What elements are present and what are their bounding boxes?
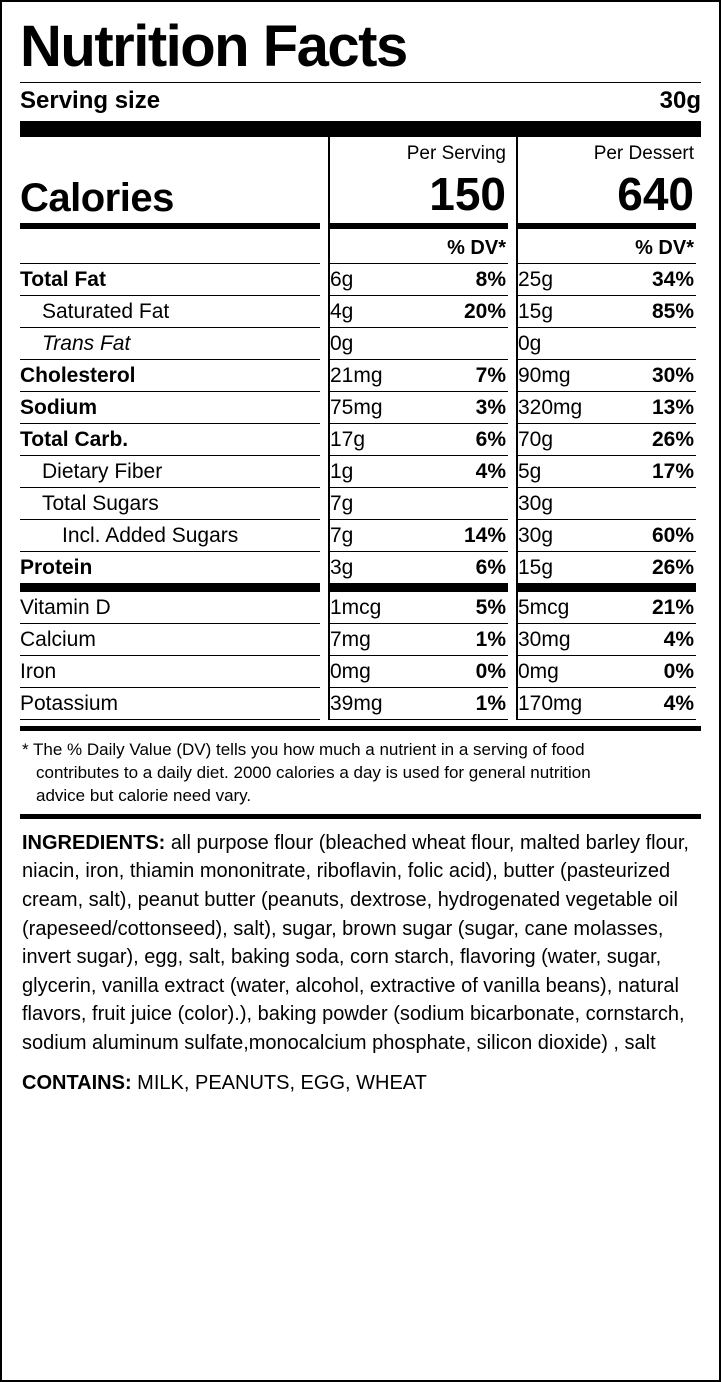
footnote-line-1: * The % Daily Value (DV) tells you how much a nutrient in a serving of food xyxy=(22,740,585,759)
daily-value: 13% xyxy=(651,396,694,419)
divider-thick-vitamins xyxy=(328,583,508,592)
ingredients-section xyxy=(20,819,701,1060)
nutrient-value-b xyxy=(516,552,696,583)
amount: 21mg xyxy=(330,364,383,387)
footnote-line-3: advice but calorie need vary. xyxy=(36,785,252,805)
nutrient-value-b xyxy=(516,456,696,487)
amount: 0g xyxy=(518,332,542,355)
nutrient-value-b xyxy=(516,360,696,391)
amount: 5mcg xyxy=(518,596,570,619)
amount: 39mg xyxy=(330,692,383,715)
divider-thick-top xyxy=(20,121,701,137)
divider-thick-vitamins xyxy=(20,583,320,592)
row-divider xyxy=(20,719,320,720)
nutrient-value-a xyxy=(328,392,508,423)
dv-header-row xyxy=(20,229,701,263)
daily-value: 30% xyxy=(651,364,694,387)
dv-header-spacer xyxy=(20,229,320,263)
vitamin-name: Vitamin D xyxy=(20,596,111,619)
vitamin-value-b xyxy=(516,592,696,623)
vitamin-name: Potassium xyxy=(20,692,119,715)
nutrient-name: Sodium xyxy=(20,396,97,419)
daily-value: 26% xyxy=(651,556,694,579)
amount: 0mg xyxy=(330,660,371,683)
amount: 15g xyxy=(518,300,554,323)
nutrient-value-a xyxy=(328,328,508,359)
calories-row xyxy=(20,167,701,223)
vitamin-value-b xyxy=(516,624,696,655)
amount: 15g xyxy=(518,556,554,579)
nutrient-value-a xyxy=(328,488,508,519)
vitamin-value-a xyxy=(328,592,508,623)
nutrient-name: Total Carb. xyxy=(20,428,129,451)
daily-value: 17% xyxy=(651,460,694,483)
nutrient-value-a xyxy=(328,296,508,327)
nutrient-name: Trans Fat xyxy=(42,332,131,355)
amount: 3g xyxy=(330,556,354,579)
daily-value: 20% xyxy=(463,300,506,323)
daily-value: 1% xyxy=(475,628,506,651)
ingredients-heading: INGREDIENTS: xyxy=(22,831,166,854)
vitamin-value-a xyxy=(328,656,508,687)
spacer-cell xyxy=(20,137,320,167)
dv-header-b: % DV* xyxy=(516,229,696,263)
amount: 30g xyxy=(518,524,554,547)
amount: 30g xyxy=(518,492,554,515)
page-title: Nutrition Facts xyxy=(20,14,407,79)
daily-value: 4% xyxy=(475,460,506,483)
amount: 30mg xyxy=(518,628,571,651)
nutrient-name: Dietary Fiber xyxy=(42,460,163,483)
amount: 6g xyxy=(330,268,354,291)
serving-size-row xyxy=(20,83,701,121)
nutrient-value-a xyxy=(328,360,508,391)
nutrient-value-a xyxy=(328,552,508,583)
vitamin-name: Calcium xyxy=(20,628,96,651)
vitamin-value-a xyxy=(328,624,508,655)
calories-label: Calories xyxy=(20,176,174,220)
daily-value: 4% xyxy=(663,628,694,651)
nutrient-value-a xyxy=(328,424,508,455)
amount: 0mg xyxy=(518,660,559,683)
daily-value: 14% xyxy=(463,524,506,547)
serving-size-label: Serving size xyxy=(20,87,161,114)
daily-value: 26% xyxy=(651,428,694,451)
amount: 5g xyxy=(518,460,542,483)
nutrient-value-b xyxy=(516,488,696,519)
vitamin-value-b xyxy=(516,688,696,719)
amount: 1g xyxy=(330,460,354,483)
daily-value: 5% xyxy=(475,596,506,619)
vitamin-value-a xyxy=(328,688,508,719)
nutrient-value-b xyxy=(516,424,696,455)
daily-value: 0% xyxy=(475,660,506,683)
daily-value: 1% xyxy=(475,692,506,715)
amount: 90mg xyxy=(518,364,571,387)
daily-value-footnote xyxy=(20,731,701,814)
amount: 70g xyxy=(518,428,554,451)
nutrient-name: Total Sugars xyxy=(42,492,159,515)
contains-heading: CONTAINS: xyxy=(22,1071,132,1094)
amount: 17g xyxy=(330,428,366,451)
contains-section xyxy=(20,1060,701,1097)
amount: 170mg xyxy=(518,692,583,715)
amount: 7mg xyxy=(330,628,371,651)
daily-value: 0% xyxy=(663,660,694,683)
column-b-header: Per Dessert xyxy=(516,137,696,167)
nutrient-value-b xyxy=(516,328,696,359)
nutrient-name: Incl. Added Sugars xyxy=(62,524,239,547)
daily-value: 8% xyxy=(475,268,506,291)
daily-value: 4% xyxy=(663,692,694,715)
calories-per-serving: 150 xyxy=(328,167,508,223)
amount: 25g xyxy=(518,268,554,291)
nutrient-name: Protein xyxy=(20,556,93,579)
column-a-header: Per Serving xyxy=(328,137,508,167)
daily-value: 6% xyxy=(475,428,506,451)
serving-size-value: 30g xyxy=(659,87,701,114)
dv-header-a: % DV* xyxy=(328,229,508,263)
daily-value: 7% xyxy=(475,364,506,387)
amount: 4g xyxy=(330,300,354,323)
amount: 75mg xyxy=(330,396,383,419)
column-headers xyxy=(20,137,701,167)
daily-value: 3% xyxy=(475,396,506,419)
footnote-line-2: contributes to a daily diet. 2000 calories a day is used for general nutrition xyxy=(36,762,591,782)
ingredients-text: all purpose flour (bleached wheat flour, malted barley flour, niacin, iron, thiamin mononitrate, riboflavin, folic acid), butter (pasteurized cream, salt), peanut butter (peanuts, dextrose, hydrogenated vegetable oil (rapeseed/cottonseed), salt), sugar, brown sugar (sugar, cane molasses, invert sugar), egg, salt, baking soda, corn starch, flavoring (water, sugar, glycerin, vanilla extract (water, alcohol, extractive of vanilla beans), natural flavors, fruit juice (color).), baking powder (sodium bicarbonate, cornstarch, sodium aluminum sulfate,monocalcium phosphate, silicon dioxide) , salt xyxy=(22,831,689,1054)
amount: 7g xyxy=(330,524,354,547)
daily-value: 60% xyxy=(651,524,694,547)
row-divider xyxy=(328,719,508,720)
vitamin-name: Iron xyxy=(20,660,57,683)
daily-value: 85% xyxy=(651,300,694,323)
amount: 7g xyxy=(330,492,354,515)
vitamin-value-b xyxy=(516,656,696,687)
amount: 1mcg xyxy=(330,596,382,619)
nutrient-value-b xyxy=(516,264,696,295)
nutrient-value-b xyxy=(516,296,696,327)
divider-thick-vitamins xyxy=(516,583,696,592)
nutrient-value-b xyxy=(516,392,696,423)
nutrient-name: Saturated Fat xyxy=(42,300,170,323)
nutrient-name: Total Fat xyxy=(20,268,106,291)
contains-text: MILK, PEANUTS, EGG, WHEAT xyxy=(131,1071,427,1094)
nutrient-value-a xyxy=(328,264,508,295)
nutrient-table xyxy=(20,263,701,720)
calories-per-dessert: 640 xyxy=(516,167,696,223)
nutrient-value-b xyxy=(516,520,696,551)
nutrient-value-a xyxy=(328,520,508,551)
amount: 320mg xyxy=(518,396,583,419)
nutrient-name: Cholesterol xyxy=(20,364,136,387)
row-divider xyxy=(516,719,696,720)
daily-value: 21% xyxy=(651,596,694,619)
daily-value: 34% xyxy=(651,268,694,291)
daily-value: 6% xyxy=(475,556,506,579)
nutrient-value-a xyxy=(328,456,508,487)
amount: 0g xyxy=(330,332,354,355)
